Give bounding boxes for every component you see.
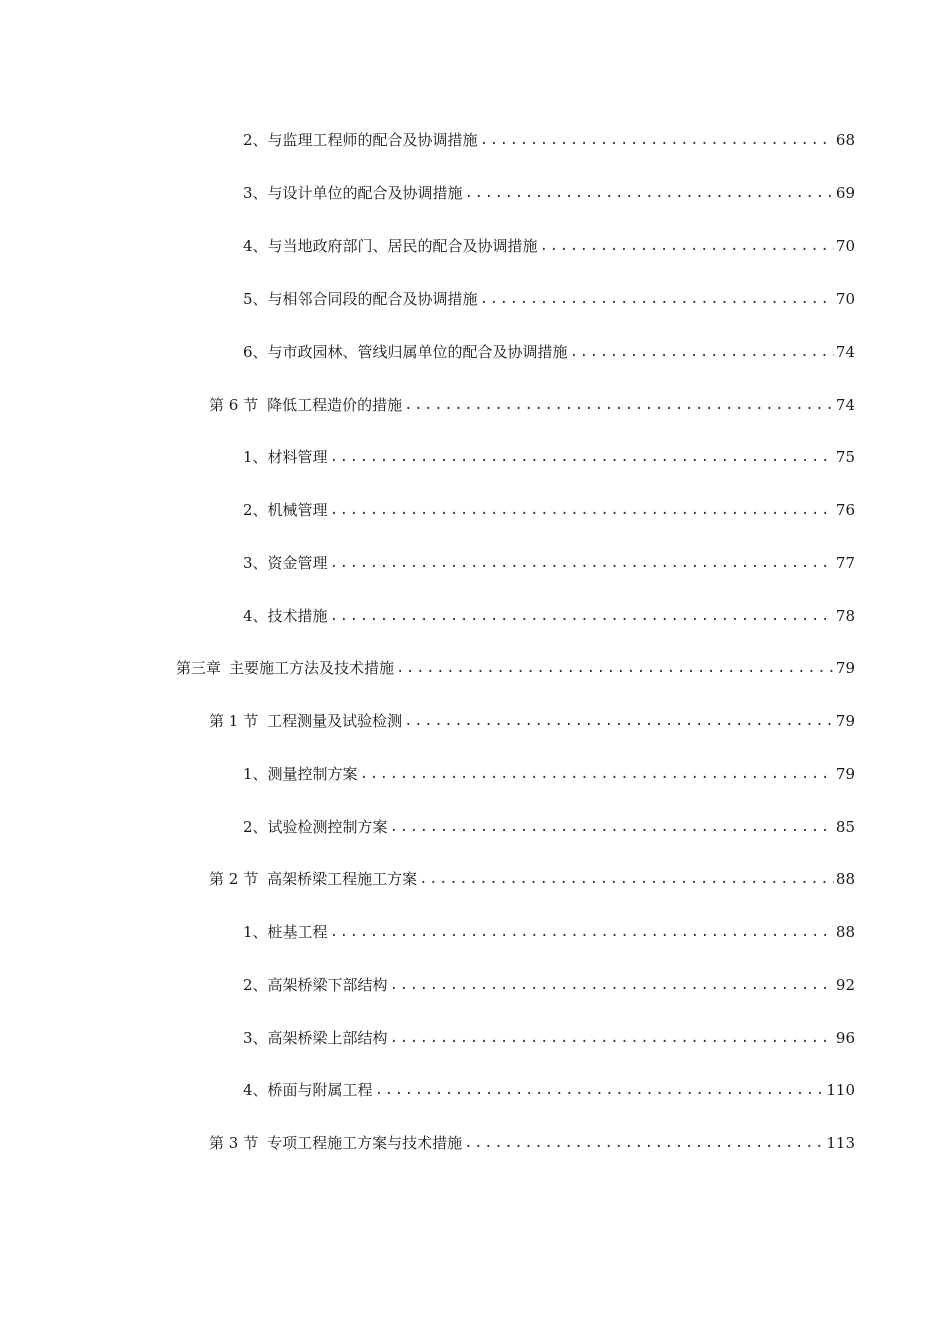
- page-number: 88: [835, 923, 855, 941]
- entry-number: 4、: [243, 237, 268, 255]
- page-number: 92: [835, 976, 855, 994]
- page-number: 68: [835, 131, 855, 149]
- toc-entry[interactable]: [243, 1024, 855, 1048]
- toc-entry[interactable]: [243, 602, 855, 626]
- page-number: 79: [835, 659, 855, 677]
- entry-title: 工程测量及试验检测: [267, 712, 403, 730]
- page-number: 85: [835, 818, 855, 836]
- page-number: 74: [835, 396, 855, 414]
- dot-leader: [570, 342, 834, 362]
- entry-title: 与当地政府部门、居民的配合及协调措施: [267, 237, 538, 255]
- dot-leader: [330, 922, 834, 942]
- entry-number: 1、: [243, 765, 268, 783]
- page-number: 74: [835, 343, 855, 361]
- entry-title: 高架桥梁工程施工方案: [267, 870, 418, 888]
- page-number: 70: [835, 290, 855, 308]
- entry-title: 高架桥梁上部结构: [267, 1029, 388, 1047]
- entry-title: 与监理工程师的配合及协调措施: [267, 131, 478, 149]
- entry-title: 测量控制方案: [267, 765, 358, 783]
- page-number: 75: [835, 448, 855, 466]
- entry-number: 4、: [243, 607, 268, 625]
- dot-leader: [330, 553, 834, 573]
- entry-title: 与相邻合同段的配合及协调措施: [267, 290, 478, 308]
- toc-entry[interactable]: [243, 549, 855, 573]
- entry-title: 桩基工程: [267, 923, 328, 941]
- toc-entry[interactable]: [243, 1076, 855, 1100]
- dot-leader: [390, 975, 834, 995]
- entry-number: 1、: [243, 923, 268, 941]
- entry-title: 技术措施: [267, 607, 328, 625]
- entry-number: 3、: [243, 1029, 268, 1047]
- entry-number: 2、: [243, 818, 268, 836]
- entry-number: 1、: [243, 448, 268, 466]
- dot-leader: [480, 289, 834, 309]
- page-number: 96: [835, 1029, 855, 1047]
- dot-leader: [540, 236, 834, 256]
- page-number: 70: [835, 237, 855, 255]
- dot-leader: [464, 1133, 824, 1153]
- dot-leader: [330, 500, 834, 520]
- entry-number: 3、: [243, 184, 268, 202]
- toc-entry[interactable]: [243, 126, 855, 150]
- toc-entry[interactable]: [243, 232, 855, 256]
- entry-number: 第 3 节: [209, 1134, 259, 1152]
- toc-entry[interactable]: [243, 918, 855, 942]
- entry-title: 主要施工方法及技术措施: [229, 659, 395, 677]
- toc-entry[interactable]: [209, 865, 855, 889]
- page-number: 76: [835, 501, 855, 519]
- toc-entry[interactable]: [209, 391, 855, 415]
- entry-number: 2、: [243, 131, 268, 149]
- entry-title: 专项工程施工方案与技术措施: [267, 1134, 463, 1152]
- dot-leader: [465, 183, 834, 203]
- toc-entry[interactable]: [243, 338, 855, 362]
- entry-title: 与市政园林、管线归属单位的配合及协调措施: [267, 343, 568, 361]
- toc-entry[interactable]: [243, 971, 855, 995]
- dot-leader: [330, 447, 834, 467]
- entry-number: 6、: [243, 343, 268, 361]
- toc-entry[interactable]: [243, 760, 855, 784]
- page-number: 69: [835, 184, 855, 202]
- dot-leader: [330, 606, 834, 626]
- toc-entry[interactable]: [209, 1129, 855, 1153]
- dot-leader: [480, 130, 834, 150]
- toc-entry[interactable]: [209, 707, 855, 731]
- page-number: 79: [835, 765, 855, 783]
- page-number: 113: [826, 1134, 855, 1152]
- page-number: 79: [835, 712, 855, 730]
- entry-title: 试验检测控制方案: [267, 818, 388, 836]
- page-number: 78: [835, 607, 855, 625]
- page-number: 110: [826, 1081, 855, 1099]
- toc-entry[interactable]: [176, 654, 855, 678]
- page-number: 88: [835, 870, 855, 888]
- entry-title: 资金管理: [267, 554, 328, 572]
- toc-entry[interactable]: [243, 813, 855, 837]
- dot-leader: [360, 764, 834, 784]
- entry-title: 高架桥梁下部结构: [267, 976, 388, 994]
- dot-leader: [390, 1028, 834, 1048]
- entry-number: 3、: [243, 554, 268, 572]
- entry-title: 与设计单位的配合及协调措施: [267, 184, 463, 202]
- entry-number: 第 2 节: [209, 870, 259, 888]
- entry-number: 第 1 节: [209, 712, 259, 730]
- entry-number: 2、: [243, 976, 268, 994]
- toc-entry[interactable]: [243, 496, 855, 520]
- entry-number: 2、: [243, 501, 268, 519]
- toc-entry[interactable]: [243, 443, 855, 467]
- entry-title: 机械管理: [267, 501, 328, 519]
- dot-leader: [375, 1080, 825, 1100]
- entry-title: 材料管理: [267, 448, 328, 466]
- entry-title: 降低工程造价的措施: [267, 396, 403, 414]
- entry-number: 4、: [243, 1081, 268, 1099]
- page-number: 77: [835, 554, 855, 572]
- toc-entry[interactable]: [243, 285, 855, 309]
- dot-leader: [404, 711, 834, 731]
- dot-leader: [404, 395, 834, 415]
- dot-leader: [390, 817, 834, 837]
- entry-title: 桥面与附属工程: [267, 1081, 373, 1099]
- dot-leader: [396, 658, 834, 678]
- entry-number: 第 6 节: [209, 396, 259, 414]
- toc-entry[interactable]: [243, 179, 855, 203]
- dot-leader: [419, 869, 834, 889]
- entry-number: 5、: [243, 290, 268, 308]
- entry-number: 第三章: [176, 659, 222, 677]
